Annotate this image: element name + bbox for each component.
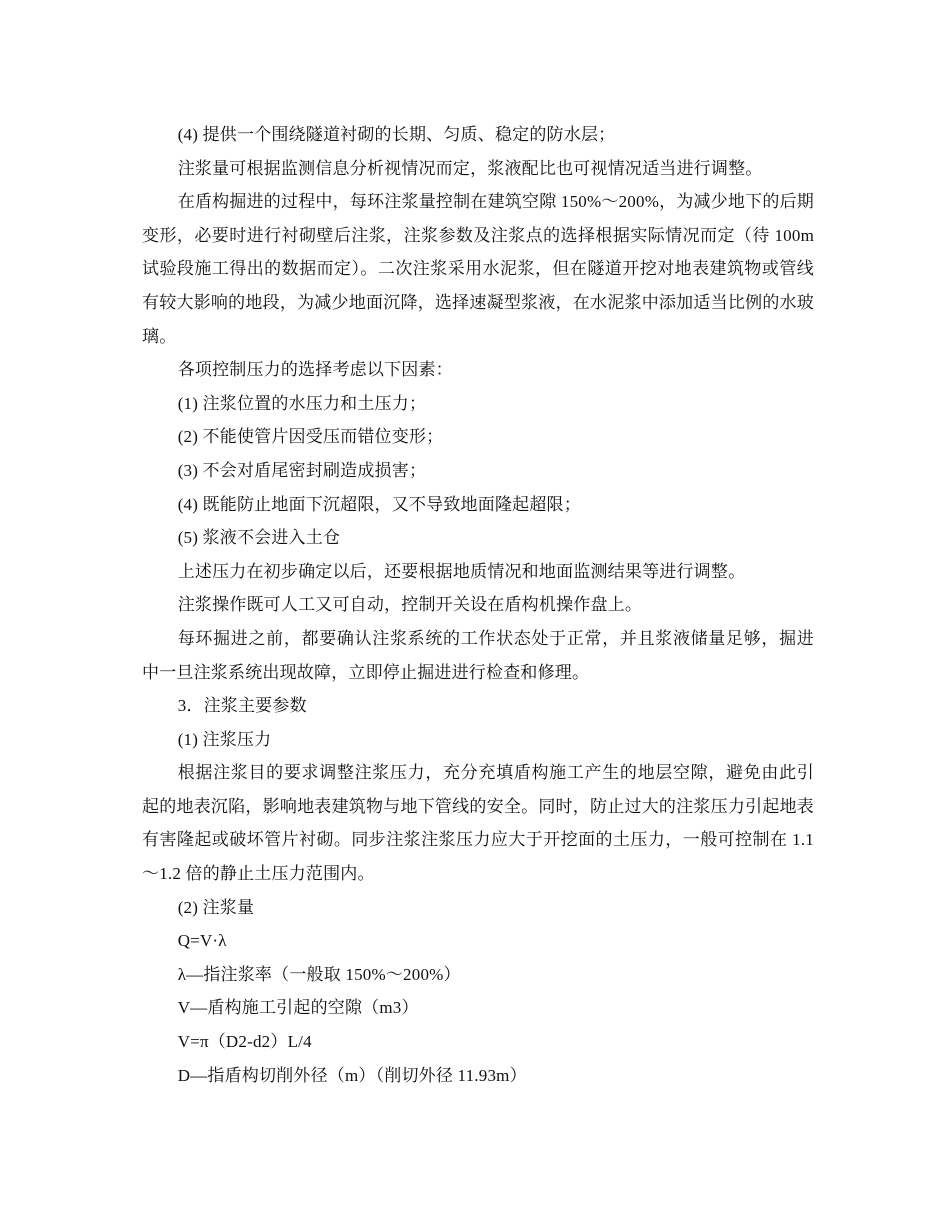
formula-definition: D—指盾构切削外径（m）（削切外径 11.93m） (177, 1065, 527, 1085)
document-body (142, 118, 814, 1092)
formula-definition: λ—指注浆率（一般取 150%～200%） (177, 964, 461, 984)
subsection-heading: (2) 注浆量 (177, 897, 255, 917)
formula: Q=V·λ (177, 931, 227, 951)
subsection-heading: (1) 注浆压力 (177, 729, 272, 749)
section-heading: 3．注浆主要参数 (177, 696, 307, 716)
paragraph: 各项控制压力的选择考虑以下因素： (177, 360, 453, 380)
formula-definition: V—盾构施工引起的空隙（m3） (177, 998, 419, 1018)
paragraph: 根据注浆目的要求调整注浆压力，充分充填盾构施工产生的地层空隙，避免由此引起的地表沉陷，影响地表建筑物与地下管线的安全。同时，防止过大的注浆压力引起地表有害隆起或破坏管片衬砌。同步注浆注浆压力应大于开挖面的土压力，一般可控制在 1.1～1.2 倍的静止土压力范围内。 (142, 763, 814, 884)
list-item: (4) 既能防止地面下沉超限，又不导致地面隆起超限； (177, 494, 581, 514)
list-item: (2) 不能使管片因受压而错位变形； (177, 427, 444, 447)
paragraph: (4) 提供一个围绕隧道衬砌的长期、匀质、稳定的防水层； (177, 125, 616, 144)
paragraph: 在盾构掘进的过程中，每环注浆量控制在建筑空隙 150%～200%，为减少地下的后期变形，必要时进行衬砌壁后注浆，注浆参数及注浆点的选择根据实际情况而定（待 100m 试验段施工得出的数据而定）。二次注浆采用水泥浆，但在隧道开挖对地表建筑物或管线有较大影响的地段，为减少地面沉降，选择速凝型浆液，在水泥浆中添加适当比例的水玻璃。 (142, 192, 814, 346)
list-item: (3) 不会对盾尾密封刷造成损害； (177, 460, 427, 480)
paragraph: 每环掘进之前，都要确认注浆系统的工作状态处于正常，并且浆液储量足够，掘进中一旦注浆系统出现故障，立即停止掘进进行检查和修理。 (142, 628, 814, 682)
paragraph: 注浆量可根据监测信息分析视情况而定，浆液配比也可视情况适当进行调整。 (177, 158, 763, 178)
list-item: (5) 浆液不会进入土仓 (177, 528, 341, 548)
paragraph: 上述压力在初步确定以后，还要根据地质情况和地面监测结果等进行调整。 (177, 561, 746, 581)
paragraph: 注浆操作既可人工又可自动，控制开关设在盾构机操作盘上。 (177, 595, 643, 615)
formula: V=π（D2-d2）L/4 (177, 1032, 312, 1052)
list-item: (1) 注浆位置的水压力和土压力； (177, 393, 427, 413)
